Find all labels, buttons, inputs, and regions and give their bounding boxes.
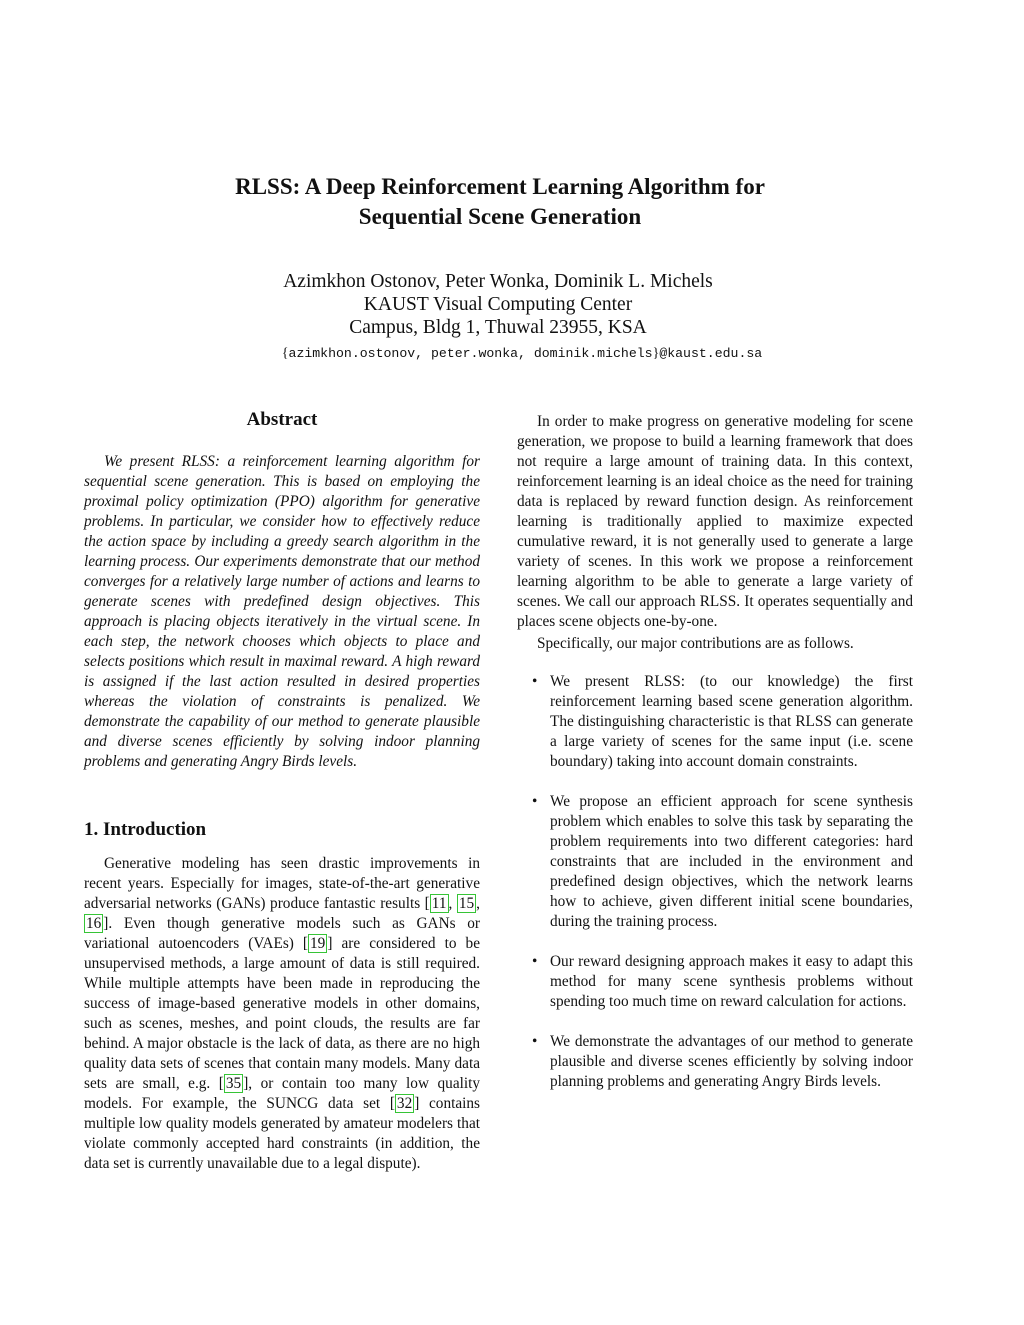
citation-separator: , <box>448 895 457 912</box>
intro-text-segment: ] contains multiple low quality models generated by amateur modelers that violate commonly accepted hard constraints (in addition, the data set is currently unavailable due to a legal dispute). <box>84 1095 480 1172</box>
email-brace-open: { <box>281 346 289 361</box>
author-names: Azimkhon Ostonov, Peter Wonka, Dominik L. Michels <box>283 271 713 292</box>
bullet-icon: • <box>532 1033 538 1050</box>
abstract-heading: Abstract <box>246 409 318 430</box>
citation-link-19[interactable]: 19 <box>310 935 326 952</box>
right-column <box>517 412 913 1112</box>
title-line-2: Sequential Scene Generation <box>358 204 642 229</box>
introduction-paragraph-1 <box>84 854 480 1174</box>
title-line-1: RLSS: A Deep Reinforcement Learning Algorithm for <box>235 174 765 199</box>
list-item-text: We demonstrate the advantages of our method to generate plausible and diverse scenes efficiently by solving indoor planning problems and generating Angry Birds levels. <box>550 1033 913 1090</box>
list-item-text: We present RLSS: (to our knowledge) the first reinforcement learning based scene generation algorithm. The distinguishing characteristic is that RLSS can generate a large variety of scenes for the same input (i.e. scene boundary) taking into account domain constraints. <box>550 673 913 770</box>
citation-link-35[interactable]: 35 <box>225 1075 242 1092</box>
introduction-paragraph-2: In order to make progress on generative modeling for scene generation, we propose to build a learning framework that does not require a large amount of training data. In this context, reinforcement learning is an ideal choice as the need for training data is replaced by reward function design. As reinforcement learning is traditionally applied to maximize expected cumulative reward, it is not generally used to generate a large variety of scenes. In this work we propose a reinforcement learning algorithm to be able to generate a large variety of scenes. We call our approach RLSS. It operates sequentially and places scene objects one-by-one. <box>517 413 913 630</box>
author-affiliation: KAUST Visual Computing Center <box>363 294 633 315</box>
email-names: azimkhon.ostonov, peter.wonka, dominik.michels <box>288 346 653 361</box>
email-domain: @kaust.edu.sa <box>659 346 763 361</box>
introduction-paragraph-3: Specifically, our major contributions are as follows. <box>537 635 854 652</box>
intro-text-segment: ], or contain too many low quality models. For example, the SUNCG data set [ <box>84 1075 481 1112</box>
list-item <box>517 1032 913 1092</box>
citation-link-16[interactable]: 16 <box>86 915 102 932</box>
bullet-icon: • <box>532 673 538 690</box>
intro-text-segment: Generative modeling has seen drastic improvements in recent years. Especially for images, state-of-the-art generative adversarial networks (GANs) produce fantastic results [ <box>84 855 480 912</box>
citation-separator: , <box>476 895 480 912</box>
left-column <box>84 400 480 1174</box>
bullet-icon: • <box>532 953 538 970</box>
list-item <box>517 952 913 1012</box>
intro-text-segment: ] are considered to be unsupervised methods, a large amount of data is still required. While multiple attempts have been made in reproducing the success of image-based generative models in other domains, such as scenes, meshes, and point clouds, the results are far behind. A major obstacle is the lack of data, as there are no high quality data sets of scenes that contain many models. Many data sets are small, e.g. [ <box>84 935 480 1092</box>
introduction-heading: 1. Introduction <box>84 819 207 840</box>
author-block <box>0 270 996 339</box>
citation-link-11[interactable]: 11 <box>431 895 447 912</box>
email-brace-close: } <box>652 346 660 361</box>
list-item <box>517 792 913 932</box>
list-item-text: Our reward designing approach makes it easy to adapt this method for many scene synthesis problems without spending too much time on reward calculation for actions. <box>550 953 913 1010</box>
citation-link-32[interactable]: 32 <box>396 1095 413 1112</box>
author-emails <box>0 344 1024 364</box>
contributions-list <box>517 672 913 1092</box>
abstract-text: We present RLSS: a reinforcement learning algorithm for sequential scene generation. This is based on employing the proximal policy optimization (PPO) algorithm for generative problems. In particular, we consider how to effectively reduce the action space by including a greedy search algorithm in the learning process. Our experiments demonstrate that our method converges for a relatively large number of actions and learns to generate scenes with predefined design objectives. This approach is placing objects iteratively in the virtual scene. In each step, the network chooses which objects to place and selects positions which result in maximal reward. A high reward is assigned if the last action resulted in desired properties whereas the violation of constraints is penalized. We demonstrate the capability of our method to generate plausible and diverse scenes efficiently by solving indoor planning problems and generating Angry Birds levels. <box>84 453 480 770</box>
citation-link-15[interactable]: 15 <box>458 895 475 912</box>
list-item-text: We propose an efficient approach for scene synthesis problem which enables to solve this task by separating the problem requirements into two different categories: hard constraints that are included in the environment and predefined design objectives, which the network learns how to achieve, given different initial scene boundaries, during the training process. <box>550 793 913 930</box>
bullet-icon: • <box>532 793 538 810</box>
intro-text-segment: ]. Even though generative models such as GANs or variational autoencoders (VAEs) [ <box>84 915 480 952</box>
list-item <box>517 672 913 772</box>
paper-title <box>0 172 1000 232</box>
author-address: Campus, Bldg 1, Thuwal 23955, KSA <box>349 317 647 338</box>
